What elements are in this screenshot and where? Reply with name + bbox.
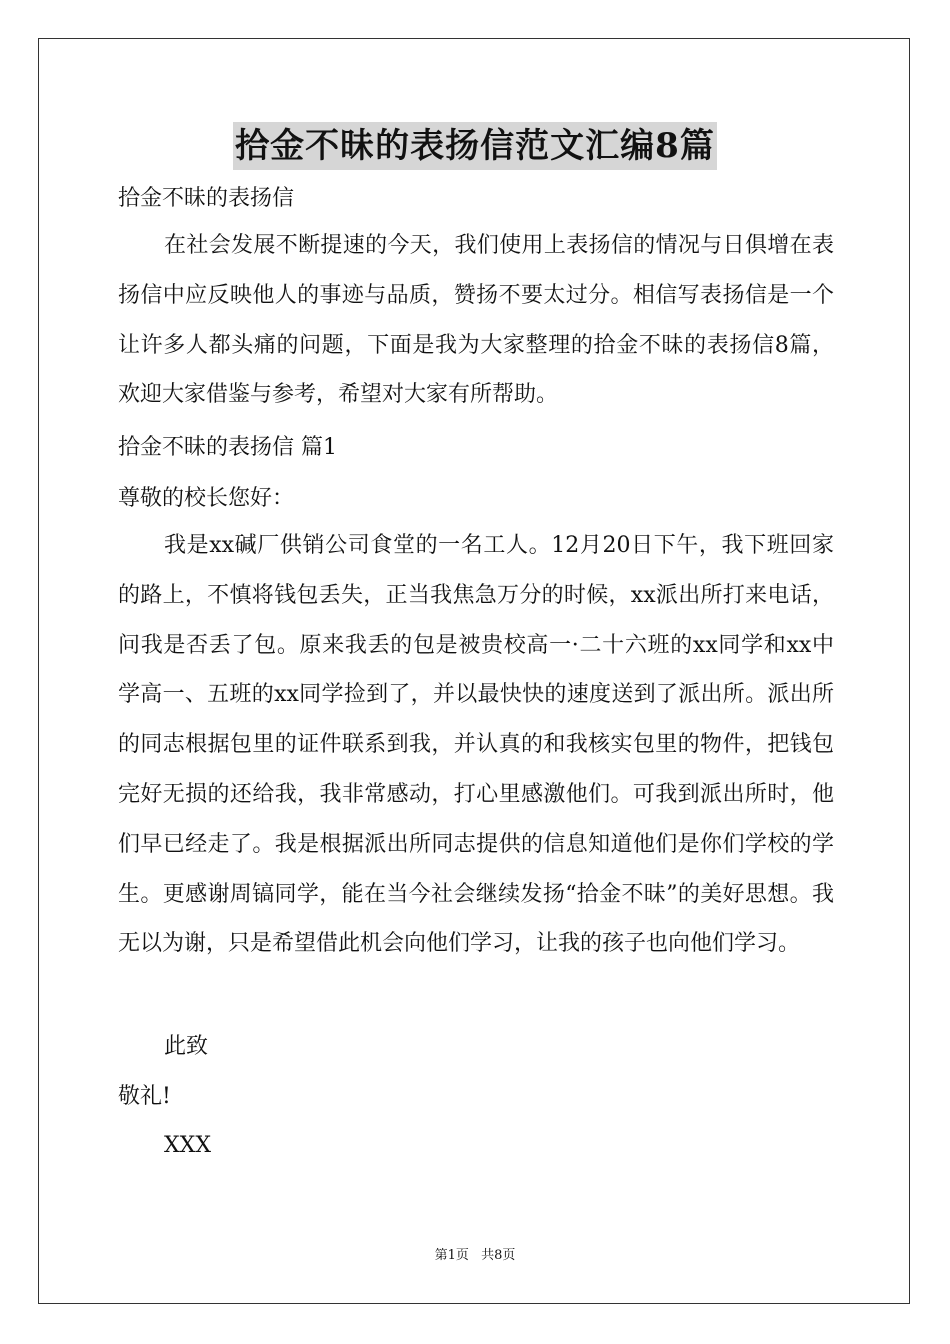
heading-1: 拾金不昧的表扬信 [118,186,295,211]
intro-paragraph: 在社会发展不断提速的今天，我们使用上表扬信的情况与日俱增在表扬信中应反映他人的事迹与品质，赞扬不要太过分。相信写表扬信是一个让许多人都头痛的问题，下面是我为大家整理的拾金不昧的表扬信8篇，欢迎大家借鉴与参考，希望对大家有所帮助。 [118,233,834,408]
closing-line-2: 敬礼! [118,1084,171,1109]
title-container [0,122,950,170]
document-title: 拾金不昧的表扬信范文汇编8篇 [233,122,717,170]
page-total: 共8页 [481,1248,516,1263]
closing-line-1: 此致 [164,1034,209,1059]
salutation: 尊敬的校长您好： [118,486,295,511]
body-paragraph: 我是xx碱厂供销公司食堂的一名工人。12月20日下午，我下班回家的路上，不慎将钱包丢失，正当我焦急万分的时候，xx派出所打来电话，问我是否丢了包。原来我丢的包是被贵校高一·二十六班的xx同学和xx中学高一、五班的xx同学捡到了，并以最快快的速度送到了派出所。派出所的同志根据包里的证件联系到我，并认真的和我核实包里的物件，把钱包完好无损的还给我，我非常感动，打心里感激他们。可我到派出所时，他们早已经走了。我是根据派出所同志提供的信息知道他们是你们学校的学生。更感谢周镐同学，能在当今社会继续发扬“拾金不昧”的美好思想。我无以为谢，只是希望借此机会向他们学习，让我的孩子也向他们学习。 [118,533,834,957]
signature: XXX [164,1133,211,1158]
page-footer [0,1244,950,1263]
section-heading: 拾金不昧的表扬信 篇1 [118,435,337,460]
page-number: 第1页 [434,1248,469,1263]
